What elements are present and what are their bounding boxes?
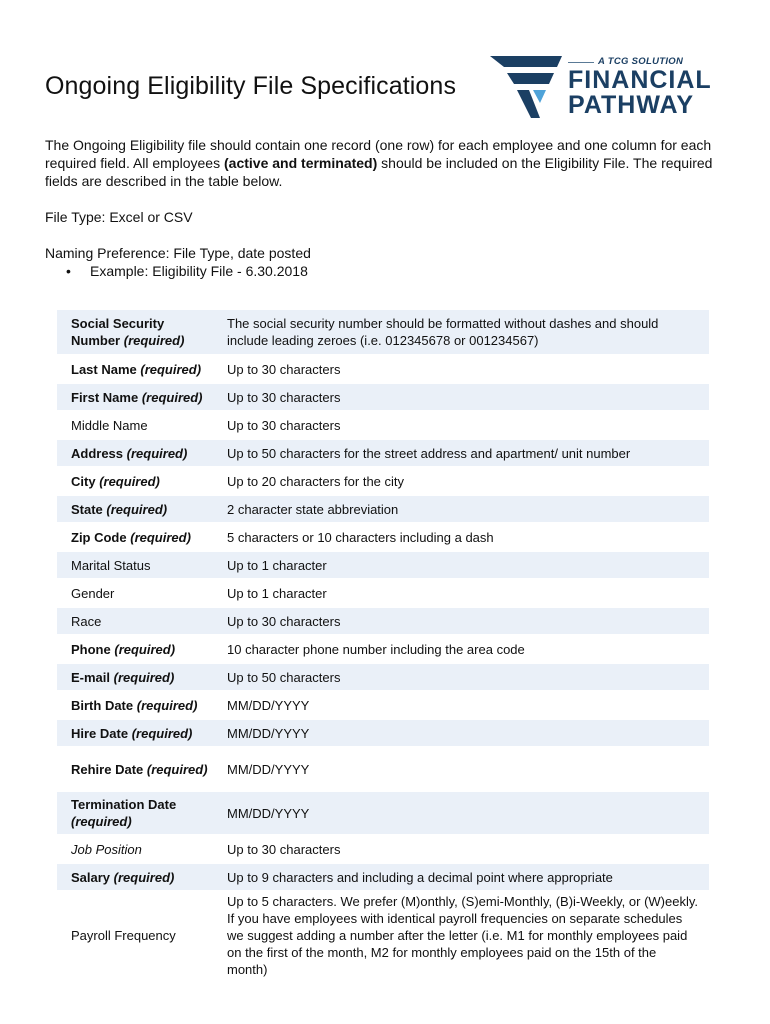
field-description: Up to 1 character	[215, 552, 709, 578]
required-tag: (required)	[131, 725, 193, 741]
naming-example-text: Example: Eligibility File - 6.30.2018	[90, 263, 308, 279]
table-row	[57, 892, 709, 978]
required-tag: (required)	[140, 361, 202, 377]
logo-word-financial: FINANCIAL	[568, 66, 712, 94]
field-description: Up to 30 characters	[227, 841, 341, 857]
field-name: Race	[71, 613, 102, 629]
field-name: First Name	[71, 389, 139, 405]
field-name-cell	[57, 384, 215, 410]
field-description: Up to 30 characters	[227, 417, 341, 433]
required-tag: (required)	[130, 529, 191, 545]
table-row	[57, 440, 709, 466]
field-name: E-mail	[71, 669, 111, 685]
required-tag: (required)	[126, 445, 188, 461]
field-name-cell	[57, 864, 215, 890]
field-description: Up to 20 characters for the city	[227, 473, 405, 489]
field-name: Last Name	[71, 361, 137, 377]
field-description: MM/DD/YYYY	[227, 761, 310, 777]
field-name-cell	[57, 792, 215, 834]
field-description: Up to 50 characters for the street address and apartment/ unit number	[215, 440, 709, 466]
field-name-cell	[57, 468, 215, 494]
table-row	[57, 692, 709, 718]
field-description: 2 character state abbreviation	[215, 496, 709, 522]
field-description: MM/DD/YYYY	[215, 792, 709, 834]
table-row	[57, 524, 709, 550]
table-row	[57, 384, 709, 410]
field-name-cell	[57, 580, 215, 606]
field-description: MM/DD/YYYY	[227, 697, 310, 713]
field-description: Up to 9 characters and including a decimal point where appropriate	[215, 864, 709, 890]
field-description: MM/DD/YYYY	[215, 720, 709, 746]
field-description: Up to 5 characters. We prefer (M)onthly, (S)emi-Monthly, (B)i-Weekly, or (W)eekly. If you have employees with identical payroll frequencies on separate schedules we suggest adding a number after the letter (i.e. M1 for monthly employees paid on the first of the month, M2 for monthly employees paid on the 15th of the month)	[227, 893, 698, 977]
field-name-cell	[57, 552, 215, 578]
required-tag: (required)	[99, 473, 160, 489]
required-tag: (required)	[146, 761, 208, 777]
field-name-cell	[57, 836, 215, 862]
required-tag: (required)	[113, 669, 175, 685]
required-tag: (required)	[141, 389, 203, 405]
table-row	[57, 748, 709, 790]
logo-mark-icon	[488, 52, 566, 124]
field-name: Job Position	[71, 841, 142, 857]
field-name: Phone	[71, 641, 111, 657]
table-row	[57, 310, 709, 354]
table-row	[57, 636, 709, 662]
field-description: Up to 30 characters	[215, 384, 709, 410]
page-title: Ongoing Eligibility File Specifications	[45, 72, 457, 100]
table-row	[57, 864, 709, 890]
field-name: Marital Status	[71, 557, 151, 573]
logo-tagline-rule	[568, 62, 594, 63]
table-row	[57, 412, 709, 438]
field-description: 5 characters or 10 characters including a dash	[227, 529, 494, 545]
field-name: Termination Date	[71, 797, 177, 812]
field-name: Hire Date	[71, 725, 129, 741]
field-name: Salary	[71, 869, 111, 885]
field-name-cell	[57, 310, 215, 354]
table-row	[57, 580, 709, 606]
field-name: State	[71, 501, 103, 517]
logo-tagline: A TCG SOLUTION	[598, 56, 684, 67]
financial-pathway-logo	[488, 52, 728, 124]
required-tag: (required)	[71, 814, 132, 829]
field-name: Rehire Date	[71, 761, 144, 777]
field-name-cell	[57, 356, 215, 382]
field-name-cell	[57, 636, 215, 662]
field-name: Zip Code	[71, 529, 127, 545]
field-name: Gender	[71, 585, 115, 601]
field-name-cell	[57, 664, 215, 690]
field-name-cell	[57, 692, 215, 718]
field-name-cell	[57, 608, 215, 634]
field-description: Up to 50 characters	[215, 664, 709, 690]
field-description: 10 character phone number including the area code	[227, 641, 525, 657]
required-tag: (required)	[136, 697, 198, 713]
required-tag: (required)	[114, 641, 176, 657]
field-description: Up to 30 characters	[227, 361, 341, 377]
field-name-cell	[57, 412, 215, 438]
file-type: File Type: Excel or CSV	[45, 209, 193, 225]
field-name-cell	[57, 524, 215, 550]
table-row	[57, 792, 709, 834]
required-tag: (required)	[113, 869, 175, 885]
field-description: Up to 1 character	[227, 585, 327, 601]
table-row	[57, 468, 709, 494]
table-row	[57, 720, 709, 746]
field-name-cell	[57, 440, 215, 466]
intro-paragraph	[45, 136, 717, 190]
table-row	[57, 356, 709, 382]
field-name-cell	[57, 496, 215, 522]
table-row	[57, 608, 709, 634]
bullet-icon: •	[66, 263, 71, 279]
table-row	[57, 664, 709, 690]
field-spec-table	[57, 308, 709, 980]
logo-word-pathway: PATHWAY	[568, 91, 694, 119]
field-name: Address	[71, 445, 124, 461]
intro-bold-text: (active and terminated)	[224, 155, 378, 171]
field-description: The social security number should be formatted without dashes and should include leading zeroes (i.e. 012345678 or 001234567)	[215, 310, 709, 354]
field-name: Payroll Frequency	[71, 927, 176, 943]
intro-text-1: The Ongoing Eligibility file should contain one record (one row) for each employee and one column for each required field. All employees	[45, 137, 712, 171]
intro-text-2: should be included on the Eligibility File. The required fields are described in the table below.	[45, 155, 713, 189]
field-name: Birth Date	[71, 697, 134, 713]
naming-example	[66, 263, 308, 279]
field-name: Social Security Number	[71, 316, 165, 348]
field-name-cell	[57, 892, 215, 978]
field-name: Middle Name	[71, 417, 148, 433]
field-name-cell	[57, 748, 215, 790]
required-tag: (required)	[123, 333, 185, 348]
field-name-cell	[57, 720, 215, 746]
required-tag: (required)	[106, 501, 168, 517]
table-row	[57, 552, 709, 578]
naming-preference: Naming Preference: File Type, date posted	[45, 245, 311, 261]
field-description: Up to 30 characters	[215, 608, 709, 634]
table-row	[57, 496, 709, 522]
table-row	[57, 836, 709, 862]
field-name: City	[71, 473, 96, 489]
